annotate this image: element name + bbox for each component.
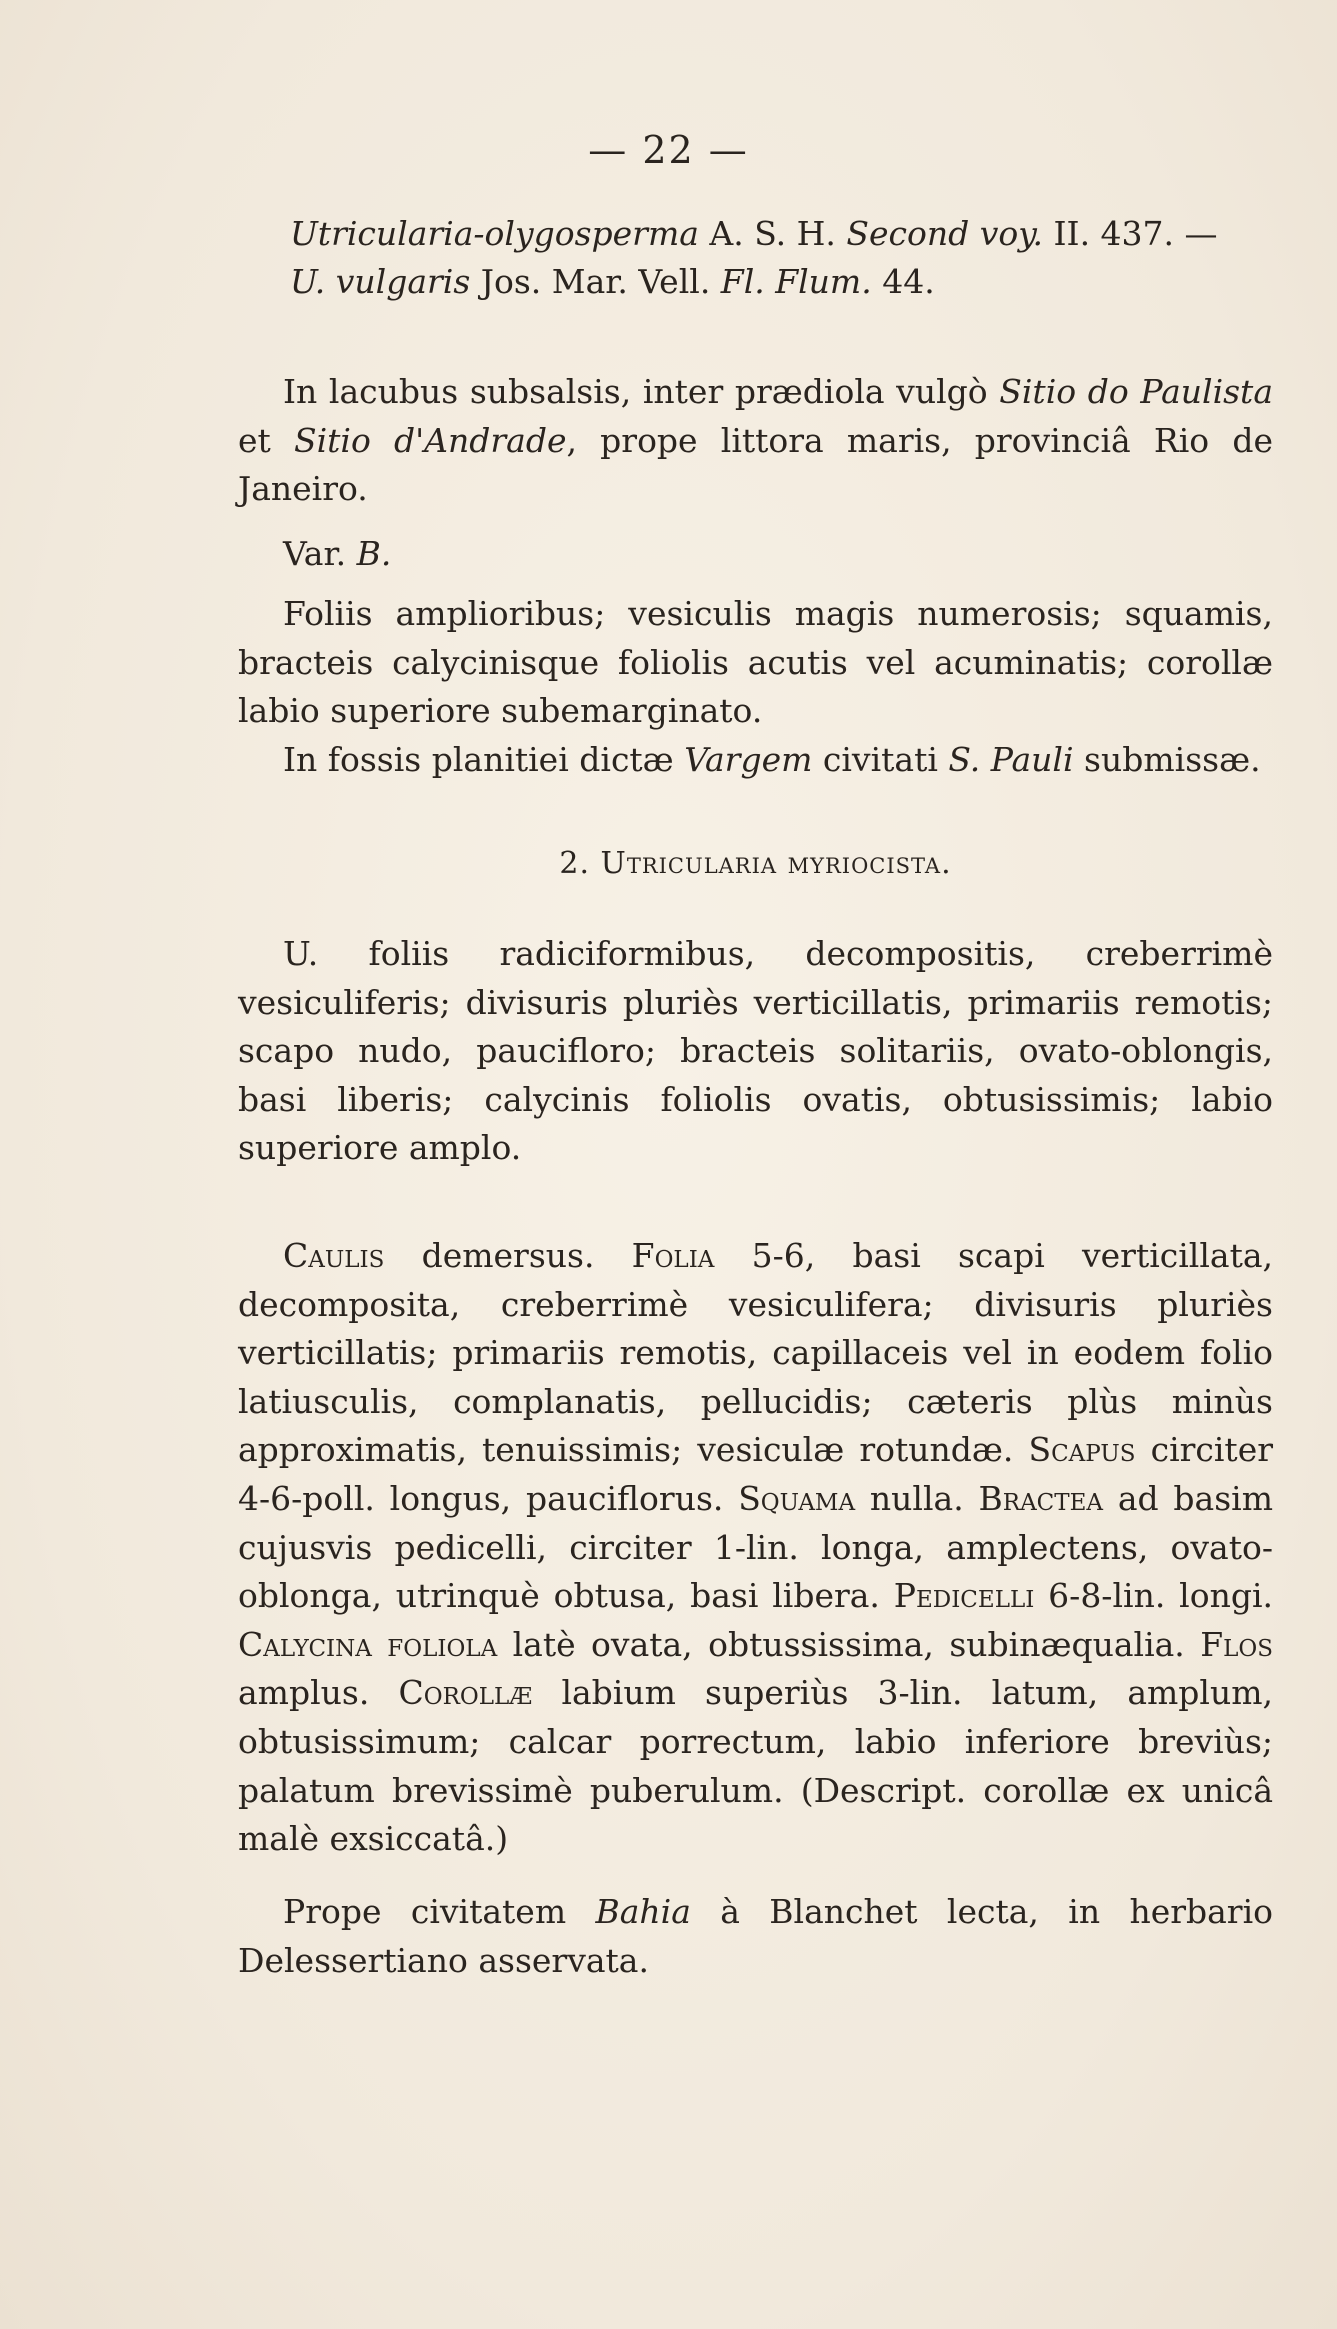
- synonym-authors-2: Jos. Mar. Vell.: [470, 262, 721, 301]
- desc-caulis-label: Caulis: [283, 1236, 385, 1275]
- species-number: 2.: [559, 846, 601, 881]
- habitat-paragraph: [238, 368, 1273, 514]
- habitat-locality-1: Sitio do Paulista: [999, 372, 1273, 411]
- desc-flos-label: Flos: [1200, 1624, 1274, 1664]
- desc-flos-text: amplus.: [238, 1673, 399, 1713]
- variety-habitat-place: Vargem: [684, 740, 813, 779]
- desc-caulis-text: demersus.: [384, 1236, 632, 1275]
- locality-text: Prope civitatem: [283, 1892, 596, 1931]
- variety-habitat-c: civitati: [812, 740, 949, 779]
- desc-calycina-text: latè ovata, obtussissima, subinæqualia.: [497, 1624, 1201, 1664]
- habitat-text-a: In lacubus subsalsis, inter prædiola vulgò: [283, 372, 1000, 411]
- variety-habitat: [238, 736, 1273, 785]
- variety-habitat-e: submissæ.: [1073, 740, 1261, 779]
- variety-heading: [238, 530, 1273, 579]
- synonym-line-2: [290, 258, 1273, 306]
- locality-rest: à Blanchet lecta, in herbario Delessertiano asservata.: [238, 1892, 1274, 1980]
- synonym-work: Second voy.: [846, 214, 1044, 253]
- variety-habitat-a: In fossis planitiei dictæ: [283, 740, 685, 779]
- species-heading: [238, 840, 1273, 889]
- desc-calycina-label: Calycina foliola: [238, 1624, 498, 1664]
- desc-scapus-text: circiter 4-6-poll. longus, pauciflorus.: [238, 1430, 1273, 1518]
- species-description: [238, 1232, 1273, 1864]
- species-name: Utricularia myriocista.: [600, 846, 952, 881]
- variety-letter: B.: [356, 534, 392, 573]
- desc-folia-text: 5-6, basi scapi verticillata, decomposita, creberrimè vesiculifera; divisuris pluriès verticillatis; primariis remotis, capillaceis vel in eodem folio latiusculis, complanatis, pellucidis; cæteris plùs minùs approximatis, tenuissimis; vesiculæ rotundæ.: [238, 1236, 1273, 1470]
- habitat-locality-2: Sitio d'Andrade: [293, 420, 567, 460]
- desc-corollae-text: labium superiùs 3-lin. latum, amplum, obtusissimum; calcar porrectum, labio inferiore breviùs; palatum brevissimè puberulum. (Descript. corollæ ex unicâ malè exsiccatâ.): [238, 1673, 1273, 1859]
- variety-description: Foliis amplioribus; vesiculis magis numerosis; squamis, bracteis calycinisque foliolis acutis vel acuminatis; corollæ labio superiore subemarginato.: [238, 594, 1273, 731]
- desc-pedicelli-label: Pedicelli: [893, 1576, 1035, 1616]
- synonym-name-2: U. vulgaris: [290, 262, 471, 301]
- desc-pedicelli-text: 6-8-lin. longi.: [1034, 1576, 1274, 1616]
- species-diagnosis: U. foliis radiciformibus, decompositis, creberrimè vesiculiferis; divisuris pluriès verticillatis, primariis remotis; scapo nudo, paucifloro; bracteis solitariis, ovato-oblongis, basi liberis; calycinis foliolis ovatis, obtusissimis; labio superiore amplo.: [238, 934, 1273, 1168]
- habitat-text-c: et: [238, 420, 294, 460]
- desc-folia-label: Folia: [631, 1236, 715, 1275]
- desc-scapus-label: Scapus: [1028, 1430, 1136, 1470]
- locality-paragraph: [238, 1888, 1273, 1985]
- page-number: — 22 —: [588, 128, 749, 172]
- synonym-ref: II. 437. —: [1043, 214, 1218, 253]
- desc-squama-text: nulla.: [855, 1478, 979, 1518]
- desc-bractea-label: Bractea: [978, 1478, 1104, 1518]
- habitat-text-e: , prope littora maris, provinciâ Rio de Janeiro.: [238, 420, 1273, 509]
- variety-label: Var.: [283, 534, 357, 573]
- synonym-line-1: [290, 210, 1273, 258]
- desc-corollae-label: Corollæ: [398, 1673, 533, 1713]
- synonym-work-2: Fl. Flum.: [720, 262, 872, 301]
- synonym-authors: A. S. H.: [698, 214, 847, 253]
- synonym-name: Utricularia-olygosperma: [290, 214, 699, 253]
- variety-habitat-city: S. Pauli: [948, 740, 1074, 779]
- synonym-ref-2: 44.: [871, 262, 935, 301]
- desc-bractea-text: ad basim cujusvis pedicelli, circiter 1-lin. longa, amplectens, ovato-oblonga, utrinquè obtusa, basi libera.: [238, 1478, 1274, 1616]
- desc-squama-label: Squama: [738, 1478, 856, 1518]
- locality-city: Bahia: [595, 1892, 691, 1931]
- synonymy-block: [238, 210, 1273, 306]
